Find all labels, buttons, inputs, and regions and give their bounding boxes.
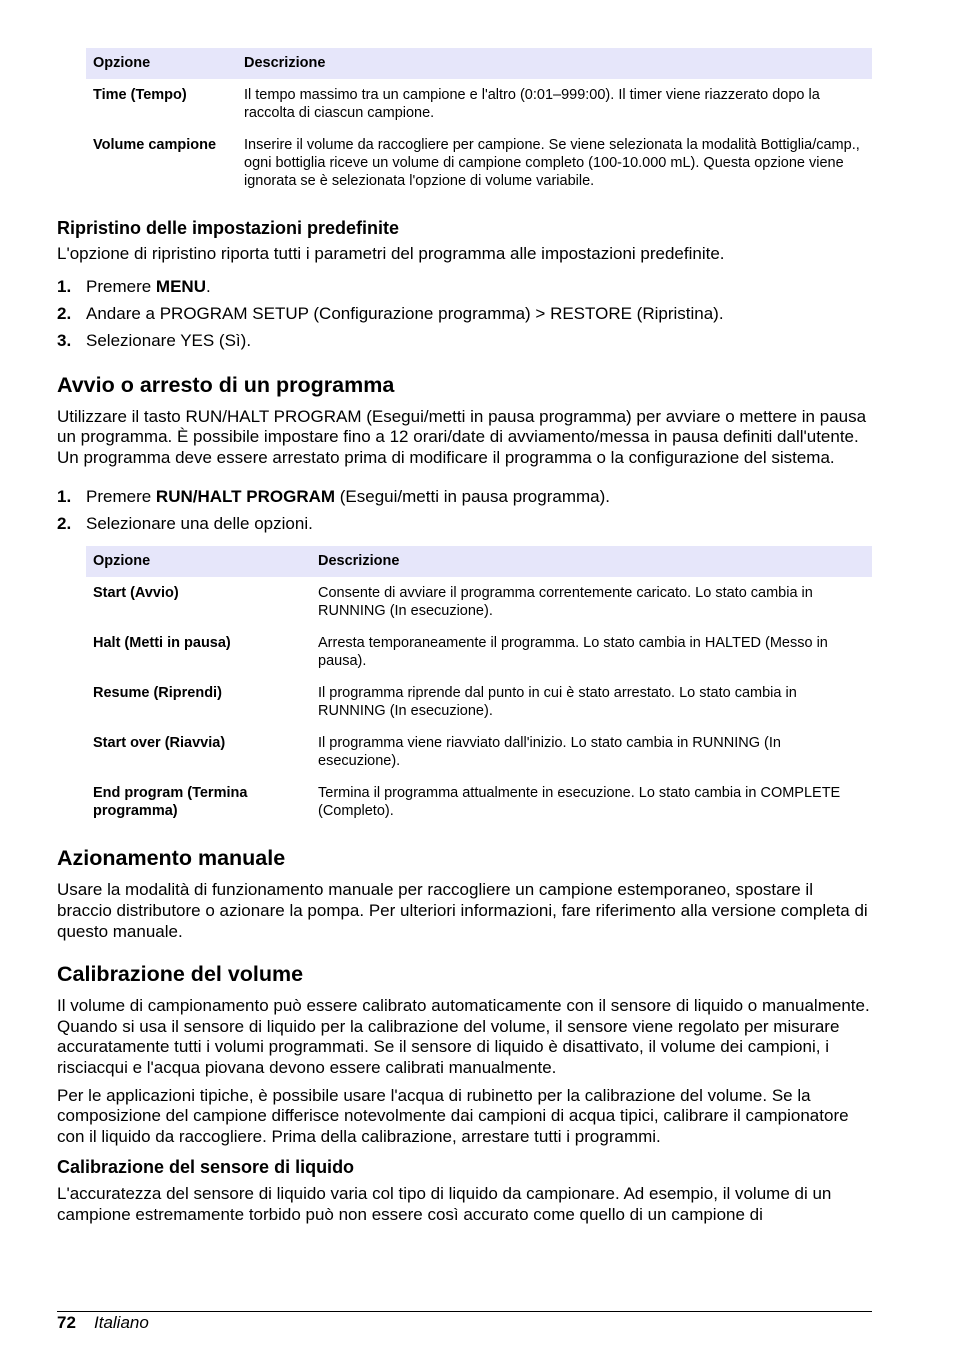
list-item: 2. Andare a PROGRAM SETUP (Configurazione programma) > RESTORE (Ripristina).: [57, 303, 724, 323]
table-row: [86, 727, 872, 777]
option-name: Volume campione: [93, 137, 217, 153]
option-name: Halt (Metti in pausa): [93, 635, 231, 652]
option-description: Arresta temporaneamente il programma. Lo stato cambia in HALTED (Messo in pausa).: [318, 635, 828, 670]
restore-steps: [57, 277, 872, 351]
list-item: 1. Premere MENU.: [57, 276, 211, 296]
section-heading-calibration: Calibrazione del volume: [57, 962, 304, 987]
section-heading-restore: Ripristino delle impostazioni predefinite: [57, 218, 400, 238]
option-description: Il programma viene riavviato dall'inizio. Lo stato cambia in RUNNING (In esecuzione).: [318, 735, 781, 770]
option-name: End program (Termina programma): [93, 785, 248, 820]
header-option: Opzione: [86, 48, 237, 79]
option-name: Resume (Riprendi): [93, 685, 222, 702]
table-row: [86, 577, 872, 627]
options-table-2: [86, 546, 872, 827]
calibration-paragraph-3: L'accuratezza del sensore di liquido varia col tipo di liquido da campionare. Ad esempio, il volume di un campione estremamente torbido può non essere così accurato come quello di un campione di: [57, 1184, 832, 1224]
option-description: Consente di avviare il programma correntemente caricato. Lo stato cambia in RUNNING (In esecuzione).: [318, 585, 813, 620]
table-row: [86, 627, 872, 677]
list-item: 1. Premere RUN/HALT PROGRAM (Esegui/metti in pausa programma).: [57, 487, 610, 507]
calibration-paragraph-2: Per le applicazioni tipiche, è possibile usare l'acqua di rubinetto per la calibrazione del volume. Se la composizione del campione differisce notevolmente dai campioni di acqua tipici, calibrare il campionatore con il liquido da raccogliere. Prima della calibrazione, arrestare tutti i programmi.: [57, 1085, 849, 1146]
footer-language: Italiano: [94, 1313, 149, 1332]
options-table-1: [86, 48, 872, 197]
table-row: [86, 777, 872, 827]
run-intro: Utilizzare il tasto RUN/HALT PROGRAM (Esegui/metti in pausa programma) per avviare o mettere in pausa un programma. È possibile impostare fino a 12 orari/date di avviamento/messa in pausa definiti dall'utente. Un programma deve essere arrestato prima di modificare il programma o la configurazione del sistema.: [57, 406, 867, 467]
option-description: Inserire il volume da raccogliere per campione. Se viene selezionata la modalità Bottiglia/camp., ogni bottiglia riceve un volume di campione completo (100-10.000 mL). Questa opzione viene ignorata se è selezionata l'opzione di volume variabile.: [244, 137, 860, 189]
table-header-row: [86, 48, 872, 79]
page-number: 72: [57, 1313, 76, 1332]
option-name: Start (Avvio): [93, 585, 179, 602]
list-item: 2. Selezionare una delle opzioni.: [57, 514, 313, 534]
header-description: Descrizione: [237, 48, 872, 79]
section-heading-manual: Azionamento manuale: [57, 846, 286, 871]
sub-heading-liquid-sensor: Calibrazione del sensore di liquido: [57, 1157, 355, 1178]
page-footer: [57, 1311, 872, 1332]
option-description: Termina il programma attualmente in esecuzione. Lo stato cambia in COMPLETE (Completo).: [318, 785, 841, 820]
option-description: Il programma riprende dal punto in cui è stato arrestato. Lo stato cambia in RUNNING (In esecuzione).: [318, 685, 797, 720]
table-row: [86, 677, 872, 727]
section-heading-run: Avvio o arresto di un programma: [57, 372, 395, 397]
restore-intro: L'opzione di ripristino riporta tutti i parametri del programma alle impostazioni predefinite.: [57, 244, 725, 263]
manual-text: Usare la modalità di funzionamento manuale per raccogliere un campione estemporaneo, spostare il braccio distributore o azionare la pompa. Per ulteriori informazioni, fare riferimento alla versione completa di questo manuale.: [57, 880, 868, 941]
option-description: Il tempo massimo tra un campione e l'altro (0:01–999:00). Il timer viene riazzerato dopo la raccolta di ciascun campione.: [244, 87, 820, 121]
page-content: [57, 48, 872, 1226]
table-header-row: [86, 546, 872, 577]
header-description: Descrizione: [311, 546, 872, 577]
option-name: Start over (Riavvia): [93, 735, 226, 752]
table-row: [86, 79, 872, 129]
header-option: Opzione: [86, 546, 311, 577]
run-steps: [57, 487, 872, 534]
option-name: Time (Tempo): [93, 87, 187, 103]
list-item: 3. Selezionare YES (Sì).: [57, 330, 252, 350]
table-row: [86, 129, 872, 197]
calibration-paragraph-1: Il volume di campionamento può essere calibrato automaticamente con il sensore di liquido o manualmente. Quando si usa il sensore di liquido per la calibrazione del volume, il sensore viene regolato per misurare accuratamente tutti i volumi programmati. Se il sensore di liquido è disattivato, il volume dei campioni, i risciacqui e l'acqua piovana devono essere calibrati manualmente.: [57, 996, 870, 1077]
